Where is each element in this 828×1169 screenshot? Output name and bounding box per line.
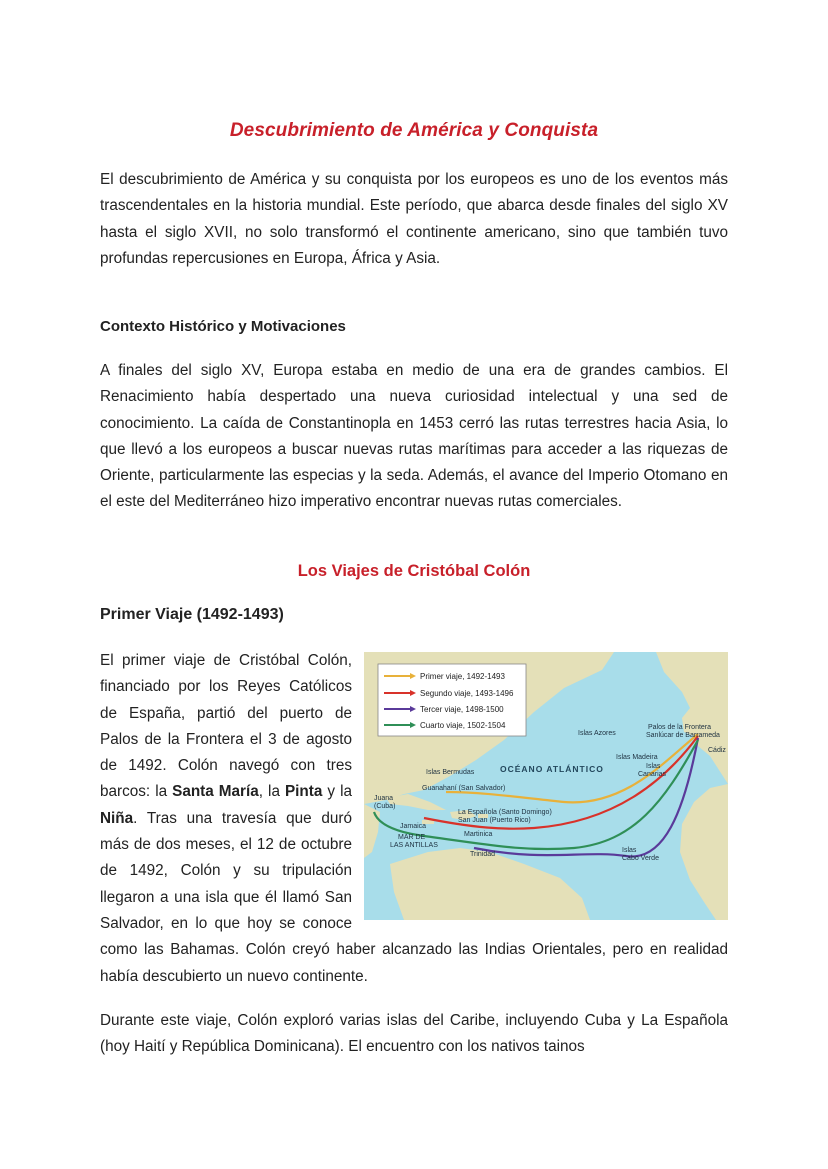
label-juana-b: (Cuba) [374, 803, 396, 810]
label-sanjuan: San Juan (Puerto Rico) [458, 817, 531, 824]
label-canarias-a: Islas [646, 763, 661, 770]
legend-label-cuarto: Cuarto viaje, 1502-1504 [420, 721, 506, 730]
label-sanlucar: Sanlúcar de Barrameda [646, 732, 720, 739]
label-jamaica: Jamaica [400, 823, 427, 830]
legend-label-primer: Primer viaje, 1492-1493 [420, 672, 505, 681]
voyages-map [364, 652, 728, 920]
ocean-label: OCÉANO ATLÁNTICO [500, 764, 604, 774]
label-caboverde-a: Islas [622, 847, 637, 854]
label-mar-a: MAR DE [398, 834, 426, 841]
separator-2: y la [322, 783, 352, 801]
primer-viaje-text-b: . Tras una travesía que duró más de dos meses, el 12 de octubre de 1492, Colón y su tripulación llegaron a una isla que él llamó San Salvador, en lo que hoy se conoce como las Bahamas. Colón creyó haber alcanzado las Indias Orientales, pero en realidad había descubierto un nuevo continente. [100, 809, 728, 985]
label-azores: Islas Azores [578, 730, 616, 737]
label-madeira: Islas Madeira [616, 754, 658, 761]
label-juana-a: Juana [374, 795, 394, 802]
primer-viaje-text-a: El primer viaje de Cristóbal Colón, financiado por los Reyes Católicos de España, partió del puerto de Palos de la Frontera el 3 de agosto de 1492. Colón navegó con tres barcos: la [100, 652, 352, 801]
voyages-map-figure [364, 652, 728, 920]
separator-1: , la [258, 783, 285, 801]
primer-viaje-block [100, 648, 728, 990]
label-cadiz: Cádiz [708, 747, 726, 754]
ship-santa-maria: Santa María [172, 783, 259, 801]
exploracion-paragraph: Durante este viaje, Colón exploró varias islas del Caribe, incluyendo Cuba y La Española (hoy Haití y República Dominicana). El encuentro con los nativos tainos [100, 1012, 728, 1056]
section-heading-viajes: Los Viajes de Cristóbal Colón [297, 562, 531, 580]
document-title: Descubrimiento de América y Conquista [229, 120, 599, 141]
label-canarias-b: Canarias [638, 771, 667, 778]
label-mar-b: LAS ANTILLAS [390, 842, 438, 849]
legend-label-tercer: Tercer viaje, 1498-1500 [420, 705, 504, 714]
label-bermudas: Islas Bermudas [426, 769, 475, 776]
intro-paragraph: El descubrimiento de América y su conquista por los europeos es uno de los eventos más trascendentales en la historia mundial. Este período, que abarca desde finales del siglo XV hasta el siglo XVII, no solo transformó el continente americano, sino que también tuvo profundas repercusiones en Europa, África y Asia. [100, 171, 728, 267]
ship-pinta: Pinta [284, 783, 323, 801]
subsection-heading-primer-viaje: Primer Viaje (1492-1493) [100, 606, 284, 623]
ship-nina: Niña [100, 809, 134, 827]
label-caboverde-b: Cabo Verde [622, 855, 659, 862]
label-martinica: Martinica [464, 831, 493, 838]
contexto-paragraph: A finales del siglo XV, Europa estaba en medio de una era de grandes cambios. El Renacimiento había despertado una nueva curiosidad intelectual y una sed de conocimiento. La caída de Constantinopla en 1453 cerró las rutas terrestres hacia Asia, lo que llevó a los europeos a buscar nuevas rutas marítimas para acceder a las riquezas de Oriente, particularmente las especias y la seda. Además, el avance del Imperio Otomano en el este del Mediterráneo hizo imperativo encontrar nuevas rutas comerciales. [100, 362, 728, 511]
label-guanahani: Guanahaní (San Salvador) [422, 785, 506, 792]
label-espanola: La Española (Santo Domingo) [458, 809, 552, 816]
legend-label-segundo: Segundo viaje, 1493-1496 [420, 689, 514, 698]
section-heading-contexto: Contexto Histórico y Motivaciones [100, 318, 346, 335]
label-palos: Palos de la Frontera [648, 724, 712, 731]
label-trinidad: Trinidad [470, 851, 496, 858]
